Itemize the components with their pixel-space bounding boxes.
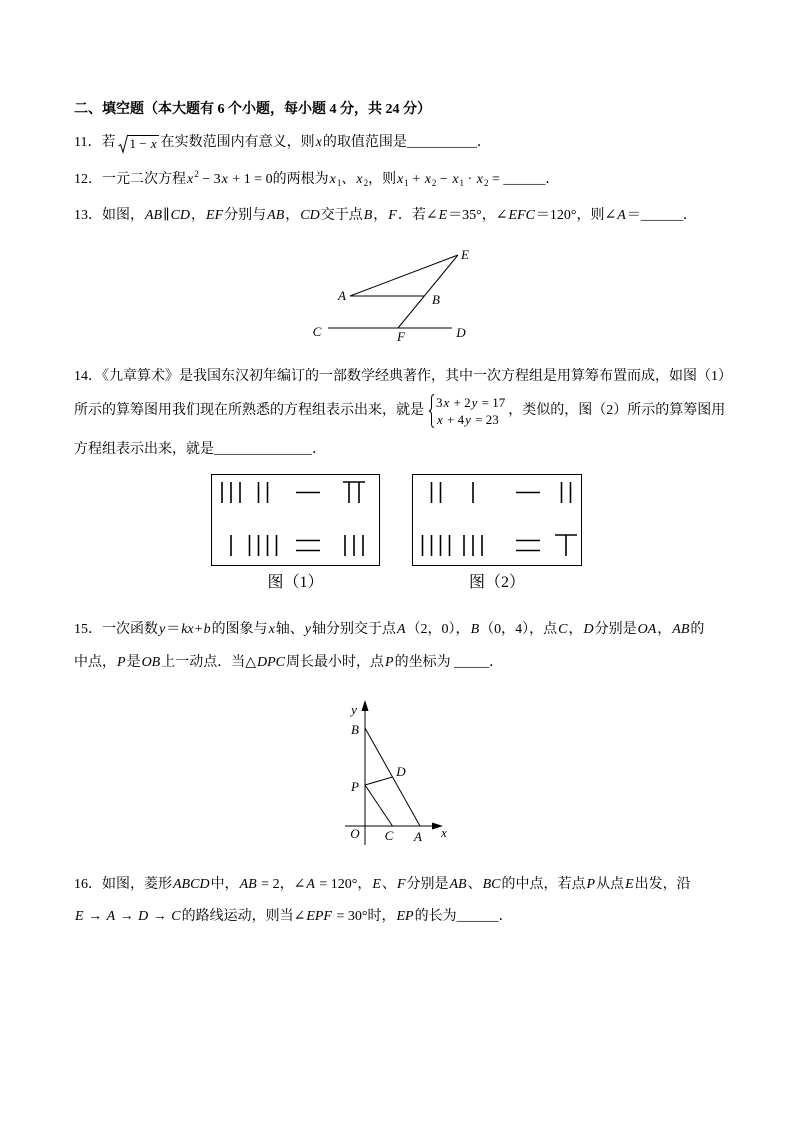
math-variable: P bbox=[586, 877, 596, 892]
text-run: 15．一次函数 bbox=[74, 622, 158, 637]
rod-numeral-vertical bbox=[258, 482, 267, 503]
text-run: + bbox=[194, 622, 203, 637]
math-variable: CD bbox=[170, 208, 191, 223]
axis-label-y: y bbox=[351, 702, 357, 717]
math-variable: x bbox=[329, 172, 336, 187]
y-axis-arrow-icon bbox=[362, 700, 369, 711]
text-run: 所示的算筹图用我们现在所熟悉的方程组表示出来，就是 bbox=[74, 403, 424, 419]
math-variable: CD bbox=[300, 208, 320, 223]
text-run: ． bbox=[682, 208, 697, 223]
math-variable: B bbox=[470, 622, 480, 637]
point-label-D: D bbox=[396, 764, 406, 779]
math-variable: x bbox=[221, 172, 228, 187]
point-label-A: A bbox=[338, 288, 346, 303]
text-run: 分别是 bbox=[406, 877, 449, 892]
text-run: ． bbox=[489, 655, 504, 670]
text-run: − 3 bbox=[198, 172, 221, 187]
rod-numeral-vertical bbox=[345, 535, 363, 556]
math-variable: kx bbox=[181, 622, 194, 637]
math-variable: EF bbox=[206, 208, 224, 223]
math-variable: C bbox=[171, 909, 181, 924]
math-variable: x bbox=[437, 412, 443, 427]
point-label-E: E bbox=[461, 247, 469, 262]
question-15-line-1 bbox=[74, 621, 704, 639]
point-label-B: B bbox=[432, 292, 440, 307]
text-run: ， bbox=[373, 208, 388, 223]
text-run: 的取值范围是 bbox=[322, 135, 407, 150]
subscript: 2 bbox=[431, 178, 437, 188]
text-run: 11．若 bbox=[74, 135, 116, 150]
text-run: ，则 bbox=[368, 172, 397, 187]
point-label-P: P bbox=[351, 779, 359, 794]
text-run: ． bbox=[476, 135, 491, 150]
math-variable: A bbox=[306, 877, 315, 892]
text-run: = 23 bbox=[471, 412, 499, 427]
subscript: 1 bbox=[336, 178, 342, 188]
text-run: 的路线运动，则当∠ bbox=[181, 909, 306, 924]
text-run: ＝120°，则∠ bbox=[535, 208, 617, 223]
text-run: = 30°时， bbox=[332, 909, 396, 924]
text-run: 的 bbox=[690, 622, 705, 637]
rod-numeral-vertical bbox=[422, 535, 449, 556]
answer-blank: ______ bbox=[503, 172, 546, 187]
radicand bbox=[128, 135, 158, 152]
math-variable: OB bbox=[141, 655, 161, 670]
rod-numeral-horizontal bbox=[516, 540, 540, 550]
equation-row bbox=[436, 411, 505, 428]
text-run: ． bbox=[312, 442, 326, 457]
answer-blank: ______ bbox=[456, 909, 499, 924]
rod-numeral-vertical bbox=[222, 482, 240, 503]
rod-numeral-vertical bbox=[464, 535, 482, 556]
left-brace-icon bbox=[428, 394, 435, 428]
math-variable: x bbox=[268, 622, 275, 637]
subscript: 1 bbox=[404, 178, 409, 188]
answer-blank: ______ bbox=[640, 208, 683, 223]
rod-numeral-vertical bbox=[431, 482, 440, 503]
question-11 bbox=[74, 134, 491, 153]
math-variable: x bbox=[315, 135, 322, 150]
text-run: 12．一元二次方程 bbox=[74, 172, 186, 187]
math-variable: ABCD bbox=[173, 877, 210, 892]
answer-blank: __________ bbox=[406, 135, 477, 150]
question-15-line-2 bbox=[74, 654, 503, 672]
math-variable: A bbox=[617, 208, 626, 223]
text-run: · bbox=[464, 172, 476, 187]
answer-blank: ______________ bbox=[214, 442, 312, 457]
question-14-line-2 bbox=[74, 394, 725, 428]
math-variable: BC bbox=[482, 877, 501, 892]
math-variable: AB bbox=[145, 208, 163, 223]
math-variable: AB bbox=[239, 877, 257, 892]
question-16-line-2 bbox=[74, 908, 513, 926]
text-run: ， bbox=[568, 622, 583, 637]
math-variable: P bbox=[117, 655, 126, 670]
math-variable: EFC bbox=[508, 208, 535, 223]
math-variable: AB bbox=[267, 208, 285, 223]
question-16-line-1 bbox=[74, 876, 691, 894]
math-variable: E bbox=[75, 909, 84, 924]
point-label-C: C bbox=[384, 828, 394, 843]
math-variable: AB bbox=[449, 877, 467, 892]
math-variable: E bbox=[438, 208, 448, 223]
text-run: 是 bbox=[126, 655, 141, 670]
text-run: = 2，∠ bbox=[257, 877, 306, 892]
math-variable: A bbox=[106, 909, 116, 924]
point-label-C: C bbox=[312, 324, 322, 339]
math-variable: x bbox=[356, 172, 363, 187]
text-run: ， bbox=[657, 622, 672, 637]
math-variable: y bbox=[465, 412, 471, 427]
subscript: 1 bbox=[459, 178, 465, 188]
point-label-B: B bbox=[351, 722, 359, 737]
math-variable: OA bbox=[637, 622, 657, 637]
text-run: 的两根为 bbox=[272, 172, 329, 187]
equation-system bbox=[428, 394, 505, 428]
text-run: ． bbox=[498, 909, 513, 924]
rod-numeral-vertical bbox=[555, 535, 577, 556]
text-run: ＝35°，∠ bbox=[448, 208, 508, 223]
point-label-D: D bbox=[456, 325, 466, 340]
math-variable: A bbox=[397, 622, 406, 637]
rod-numeral-vertical bbox=[249, 535, 276, 556]
math-variable: x bbox=[187, 172, 194, 187]
text-run: 的图象与 bbox=[211, 622, 268, 637]
math-variable: C bbox=[558, 622, 568, 637]
text-run: 13．如图， bbox=[74, 208, 144, 223]
text-run: + bbox=[408, 172, 424, 187]
math-variable: y bbox=[304, 622, 311, 637]
math-variable: E bbox=[372, 877, 381, 892]
text-run: ＝ bbox=[166, 622, 181, 637]
text-run: ∥ bbox=[163, 208, 170, 223]
text-run: ， bbox=[191, 208, 206, 223]
text-run: − bbox=[436, 172, 452, 187]
text-run: 的中点，若点 bbox=[501, 877, 586, 892]
text-run: 方程组表示出来，就是 bbox=[74, 442, 214, 457]
segment-PD bbox=[365, 777, 393, 785]
math-variable: x bbox=[452, 172, 459, 187]
text-run: 14．《九章算术》是我国东汉初年编订的一部数学经典著作，其中一次方程组是用算筹布置而成，如图（1） bbox=[74, 369, 732, 384]
segment-PC bbox=[365, 785, 393, 826]
rod-numeral-vertical bbox=[561, 482, 570, 503]
text-run: 轴、 bbox=[275, 622, 304, 637]
point-label-A: A bbox=[414, 829, 422, 844]
text-run: ， bbox=[285, 208, 300, 223]
text-run: + 2 bbox=[450, 395, 471, 410]
math-variable: F bbox=[396, 877, 406, 892]
math-variable: EP bbox=[396, 909, 414, 924]
text-run: = 17 bbox=[478, 395, 506, 410]
radical-sign-icon bbox=[118, 135, 128, 153]
answer-blank: _____ bbox=[454, 655, 490, 670]
figure-15-coordinate-plane bbox=[335, 695, 455, 855]
counting-rods-2 bbox=[412, 474, 582, 566]
text-run: 1 − bbox=[129, 136, 150, 151]
point-label-O: O bbox=[350, 826, 360, 841]
text-run: 上一动点．当△ bbox=[161, 655, 257, 670]
subscript: 2 bbox=[363, 178, 369, 188]
text-run: → bbox=[149, 909, 171, 924]
section-title: 二、填空题（本大题有 6 个小题，每小题 4 分，共 24 分） bbox=[74, 102, 431, 117]
equation-row bbox=[436, 394, 505, 411]
question-14-line-3 bbox=[74, 441, 326, 459]
counting-rod-figure-1 bbox=[211, 474, 380, 566]
rod-numeral-horizontal bbox=[296, 540, 320, 550]
figure-13-parallel-lines bbox=[300, 240, 480, 350]
text-run: 中， bbox=[210, 877, 239, 892]
math-variable: F bbox=[388, 208, 397, 223]
math-variable: E bbox=[625, 877, 634, 892]
text-run: 16．如图，菱形 bbox=[74, 877, 172, 892]
math-variable: P bbox=[385, 655, 394, 670]
text-run: + 1 = 0 bbox=[228, 172, 273, 187]
math-variable: D bbox=[138, 909, 149, 924]
math-variable: EPF bbox=[306, 909, 332, 924]
text-run: → bbox=[116, 909, 138, 924]
math-variable: x bbox=[443, 395, 450, 410]
math-variable: D bbox=[583, 622, 594, 637]
axis-label-x: x bbox=[441, 825, 447, 840]
question-13 bbox=[74, 207, 697, 225]
text-run: → bbox=[84, 909, 106, 924]
text-run: 3 bbox=[436, 395, 443, 410]
counting-rod-figure-2 bbox=[412, 474, 582, 566]
text-run: = 120°， bbox=[315, 877, 372, 892]
math-variable: x bbox=[150, 136, 157, 151]
text-run: 中点， bbox=[74, 655, 116, 670]
math-variable: y bbox=[471, 395, 478, 410]
text-run: 轴分别交于点 bbox=[312, 622, 396, 637]
text-run: 、 bbox=[467, 877, 482, 892]
math-variable: DPC bbox=[257, 655, 286, 670]
text-run: + 4 bbox=[443, 412, 465, 427]
math-variable: AB bbox=[672, 622, 690, 637]
text-run: ＝ bbox=[626, 208, 641, 223]
counting-rods-1 bbox=[211, 474, 380, 566]
text-run: 、 bbox=[381, 877, 396, 892]
text-run: 出发，沿 bbox=[634, 877, 691, 892]
text-run: （0，4），点 bbox=[480, 622, 558, 637]
point-label-F: F bbox=[397, 329, 405, 344]
text-run: ，类似的，图（2）所示的算筹图用 bbox=[508, 403, 726, 419]
text-run: = bbox=[488, 172, 504, 187]
math-variable: b bbox=[203, 622, 211, 637]
figure-caption-1: 图（1） bbox=[267, 574, 324, 591]
superscript: 2 bbox=[194, 169, 199, 179]
text-run: 从点 bbox=[596, 877, 625, 892]
subscript: 2 bbox=[483, 178, 489, 188]
text-run: 交于点 bbox=[320, 208, 363, 223]
text-run: ． bbox=[545, 172, 560, 187]
text-run: ．若∠ bbox=[397, 208, 438, 223]
text-run: 分别是 bbox=[594, 622, 637, 637]
text-run: 分别与 bbox=[224, 208, 267, 223]
text-run: （2，0）， bbox=[406, 622, 470, 637]
math-variable: x bbox=[397, 172, 404, 187]
text-run: 在实数范围内有意义，则 bbox=[160, 135, 315, 150]
text-run: 、 bbox=[341, 172, 356, 187]
text-run: 的长为 bbox=[414, 909, 457, 924]
text-run: 周长最小时，点 bbox=[286, 655, 385, 670]
math-variable: y bbox=[159, 622, 166, 637]
figure-caption-2: 图（2） bbox=[468, 574, 525, 591]
math-variable: x bbox=[476, 172, 483, 187]
question-14-line-1 bbox=[74, 368, 732, 386]
square-root bbox=[118, 135, 158, 153]
math-variable: x bbox=[424, 172, 431, 187]
question-12 bbox=[74, 171, 559, 189]
text-run: 的坐标为 bbox=[394, 655, 455, 670]
segment-AE bbox=[350, 255, 458, 296]
math-variable: B bbox=[363, 208, 373, 223]
rod-numeral-vertical bbox=[343, 482, 365, 503]
